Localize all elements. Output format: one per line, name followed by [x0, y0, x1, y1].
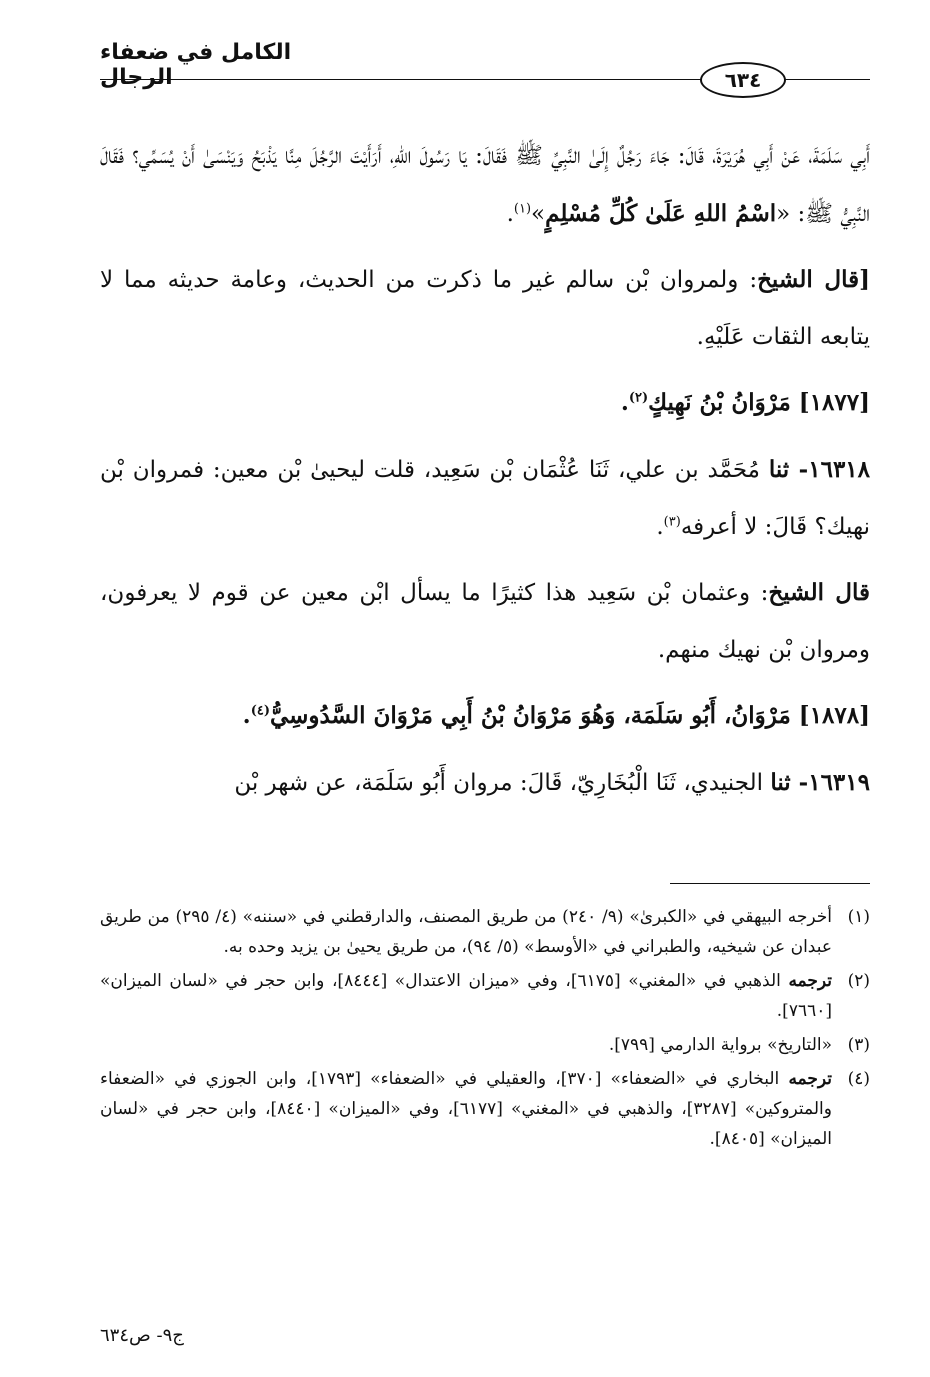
footnote-number: (٤) — [847, 1069, 870, 1089]
narration-tail: . — [656, 514, 664, 540]
paragraph-sheikh-1 — [100, 251, 870, 366]
narration-number: ١٦٣١٩- ثنا — [770, 769, 870, 796]
entry-heading-1877 — [100, 374, 870, 431]
footnote-number: (٣) — [847, 1035, 870, 1055]
main-text — [100, 128, 870, 820]
footnote-text: «التاريخ» برواية الدارمي [٧٩٩]. — [608, 1035, 832, 1055]
paragraph-sheikh-2 — [100, 564, 870, 679]
sheikh-text: : وعثمان بْن سَعِيد هذا كثيرًا ما يسأل ابْن معين عن قوم لا يعرفون، ومروان بْن نهيك منهم. — [100, 580, 870, 663]
footnotes — [100, 902, 870, 1158]
footnote-ref-1: (١) — [513, 201, 532, 217]
quote-close: » — [531, 201, 546, 227]
entry-title: [١٨٧٧] مَرْوَانُ بْنُ نَهِيكٍ — [648, 389, 870, 416]
paragraph-16319 — [100, 754, 870, 812]
hadith-tail: . — [506, 201, 514, 227]
footnote-ref-3: (٣) — [663, 514, 681, 530]
footnote-4 — [100, 1064, 870, 1154]
sheikh-label: قال الشيخ — [768, 579, 870, 606]
narration-number: ١٦٣١٨- ثنا — [768, 456, 871, 483]
footnote-2 — [100, 966, 870, 1026]
hadith-quote: اسْمُ اللهِ عَلَىٰ كُلِّ مُسْلِمٍ — [545, 200, 777, 227]
footnote-text: الذهبي في «المغني» [٦١٧٥]، وفي «ميزان الاعتدال» [٨٤٤٤]، وابن حجر في «لسان الميزان» [٧٦٦٠]. — [100, 971, 832, 1021]
footnote-1 — [100, 902, 870, 962]
footnote-separator — [670, 883, 870, 884]
page-number-badge: ٦٣٤ — [700, 62, 786, 98]
footnote-3 — [100, 1030, 870, 1060]
hadith-text: أَبِي سَلَمَةَ، عَنْ أَبِي هُرَيْرَةَ، قَالَ: جَاءَ رَجُلٌ إِلَىٰ النَّبِيِّ ﷺ فَقَالَ: يَا رَسُولَ اللهِ، أَرَأَيْتَ الرَّجُلَ مِنَّا يَذْبَحُ وَيَنْسَىٰ أَنْ يُسَمِّي؟ فَقَالَ النَّبِيُّ ﷺ: « — [100, 143, 870, 227]
footnote-text: البخاري في «الضعفاء» [٣٧٠]، والعقيلي في «الضعفاء» [١٧٩٣]، وابن الجوزي في «الضعفاء والمتروكين» [٣٢٨٧]، والذهبي في «المغني» [٦١٧٧]، وفي «الميزان» [٨٤٤٠]، وابن حجر في «لسان الميزان» [٨٤٠٥]. — [100, 1069, 832, 1149]
sheikh-label: [قال الشيخ — [757, 266, 870, 293]
entry-tail: . — [242, 702, 251, 729]
footnote-ref-4: (٤) — [250, 703, 270, 719]
paragraph-hadith — [100, 128, 870, 243]
paragraph-16318 — [100, 441, 870, 556]
narration-text: مُحَمَّد بن علي، ثَنَا عُثْمَان بْن سَعِيد، قلت ليحيىٰ بْن معين: فمروان بْن نهيك؟ قَالَ: لا أعرفه — [100, 457, 870, 540]
entry-heading-1878 — [100, 687, 870, 744]
footnote-text: أخرجه البيهقي في «الكبرىٰ» (٩/ ٢٤٠) من طريق المصنف، والدارقطني في «سننه» (٤/ ٢٩٥) من طريق عبدان عن شيخيه، والطبراني في «الأوسط» (٥/ ٩٤)، من طريق يحيىٰ بن يزيد وحده به. — [100, 907, 832, 957]
footnote-lead: ترجمه — [788, 971, 832, 991]
volume-page-reference: ج٩- ص٦٣٤ — [100, 1325, 184, 1346]
entry-title: [١٨٧٨] مَرْوَانُ، أَبُو سَلَمَة، وَهُوَ مَرْوَانُ بْنُ أَبِي مَرْوَانَ السَّدُوسِيُّ — [269, 702, 870, 729]
entry-tail: . — [620, 389, 629, 416]
narration-text: الجنيدي، ثَنَا الْبُخَارِيّ، قَالَ: مروان أَبُو سَلَمَة، عن شهر بْن — [234, 770, 771, 796]
footnote-number: (١) — [847, 907, 870, 927]
footnote-lead: ترجمه — [788, 1069, 832, 1089]
footnote-number: (٢) — [847, 971, 870, 991]
footnote-ref-2: (٢) — [628, 390, 649, 406]
book-title: الكامل في ضعفاء الرجال — [100, 40, 292, 90]
sheikh-text: : ولمروان بْن سالم غير ما ذكرت من الحديث، وعامة حديثه مما لا يتابعه الثقات عَلَيْهِ. — [100, 267, 870, 350]
